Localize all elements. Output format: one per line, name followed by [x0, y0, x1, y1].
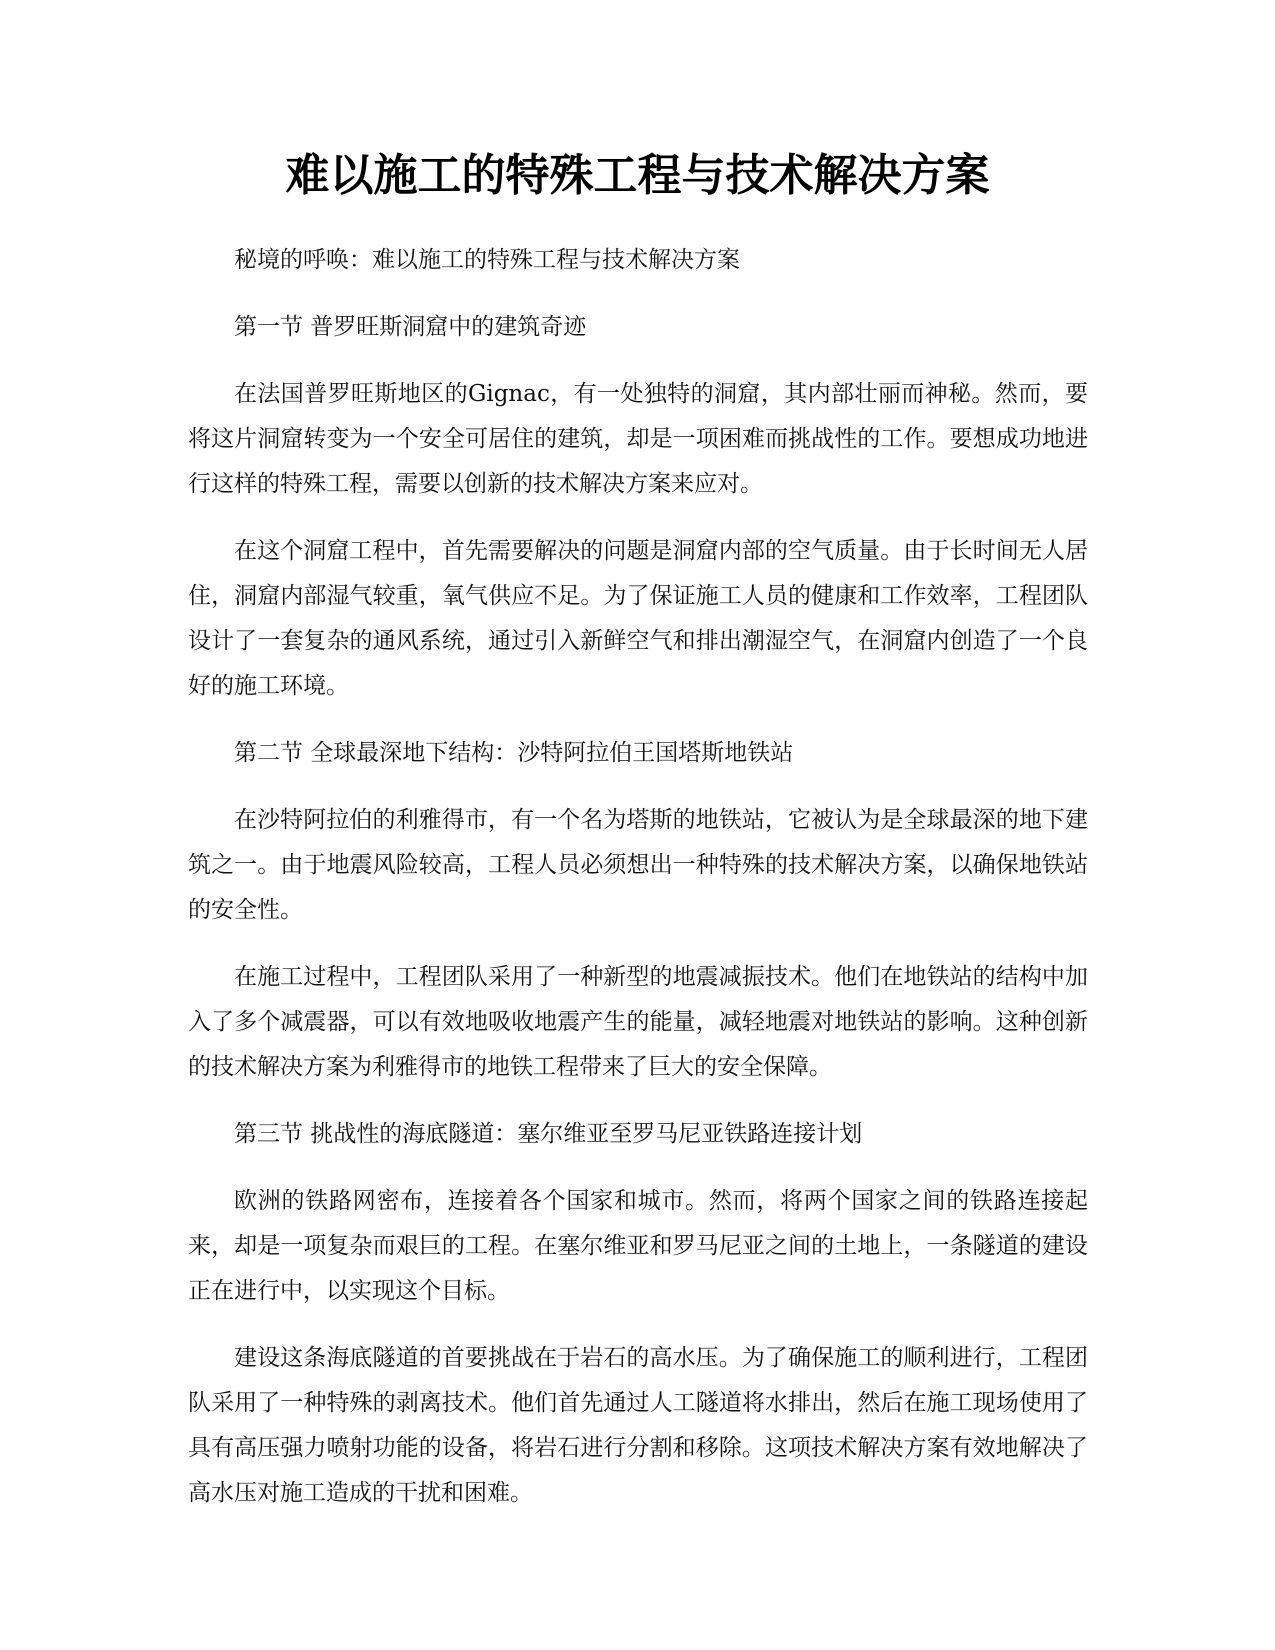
document-body	[188, 238, 1088, 1538]
document-subtitle: 秘境的呼唤：难以施工的特殊工程与技术解决方案	[234, 247, 740, 273]
section-1-heading: 第一节 普罗旺斯洞窟中的建筑奇迹	[234, 314, 587, 340]
section-2-paragraph-2: 在施工过程中，工程团队采用了一种新型的地震减振技术。他们在地铁站的结构中加入了多个减震器，可以有效地吸收地震产生的能量，减轻地震对地铁站的影响。这种创新的技术解决方案为利雅得市的地铁工程带来了巨大的安全保障。	[188, 964, 1088, 1080]
section-3-paragraph-2: 建设这条海底隧道的首要挑战在于岩石的高水压。为了确保施工的顺利进行，工程团队采用了一种特殊的剥离技术。他们首先通过人工隧道将水排出，然后在施工现场使用了具有高压强力喷射功能的设备，将岩石进行分割和移除。这项技术解决方案有效地解决了高水压对施工造成的干扰和困难。	[188, 1345, 1088, 1506]
section-2-paragraph-1: 在沙特阿拉伯的利雅得市，有一个名为塔斯的地铁站，它被认为是全球最深的地下建筑之一。由于地震风险较高，工程人员必须想出一种特殊的技术解决方案，以确保地铁站的安全性。	[188, 807, 1088, 923]
section-3-paragraph-1: 欧洲的铁路网密布，连接着各个国家和城市。然而，将两个国家之间的铁路连接起来，却是一项复杂而艰巨的工程。在塞尔维亚和罗马尼亚之间的土地上，一条隧道的建设正在进行中，以实现这个目标。	[188, 1188, 1088, 1304]
section-1-paragraph-1: 在法国普罗旺斯地区的Gignac，有一处独特的洞窟，其内部壮丽而神秘。然而，要将这片洞窟转变为一个安全可居住的建筑，却是一项困难而挑战性的工作。要想成功地进行这样的特殊工程，需要以创新的技术解决方案来应对。	[188, 381, 1088, 497]
section-2-heading: 第二节 全球最深地下结构：沙特阿拉伯王国塔斯地铁站	[234, 740, 794, 766]
document-title: 难以施工的特殊工程与技术解决方案	[285, 150, 990, 201]
section-1-paragraph-2: 在这个洞窟工程中，首先需要解决的问题是洞窟内部的空气质量。由于长时间无人居住，洞窟内部湿气较重，氧气供应不足。为了保证施工人员的健康和工作效率，工程团队设计了一套复杂的通风系统，通过引入新鲜空气和排出潮湿空气，在洞窟内创造了一个良好的施工环境。	[188, 538, 1088, 699]
section-3-heading: 第三节 挑战性的海底隧道：塞尔维亚至罗马尼亚铁路连接计划	[234, 1121, 863, 1147]
